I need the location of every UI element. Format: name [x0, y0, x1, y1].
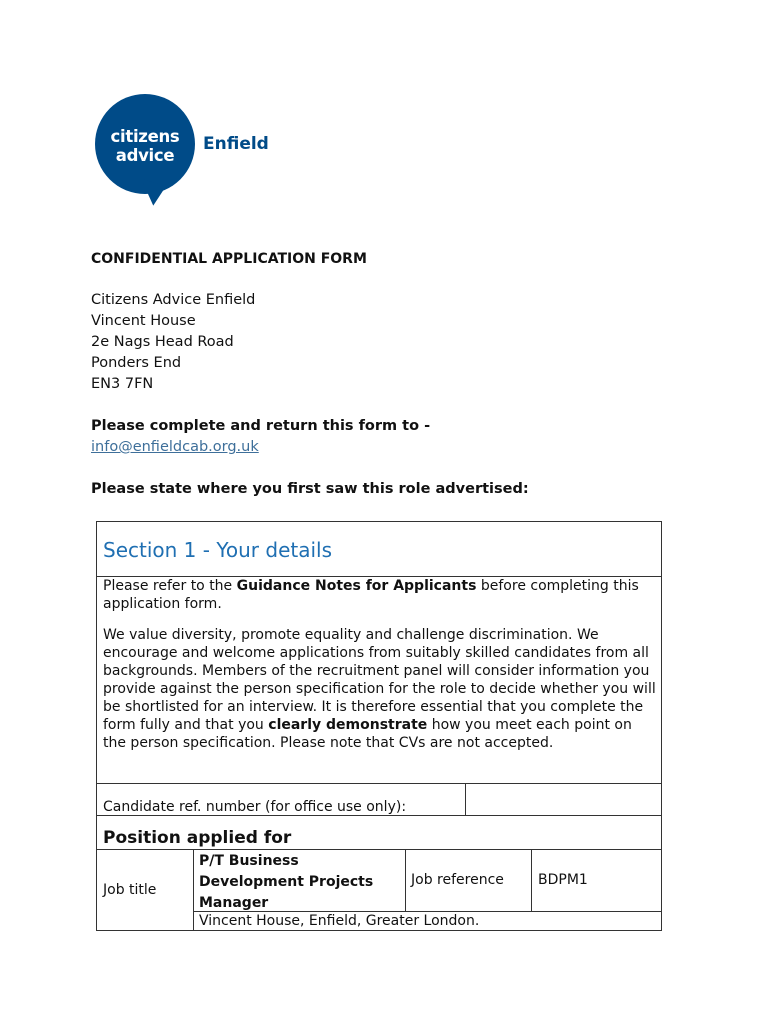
position-heading: Position applied for	[103, 828, 292, 848]
divider	[193, 849, 194, 930]
section-title: Section 1 - Your details	[103, 538, 333, 562]
candidate-ref-label: Candidate ref. number (for office use only):	[103, 799, 407, 815]
address-line: Ponders End	[91, 355, 182, 371]
clearly-demonstrate-bold: clearly demonstrate	[268, 717, 428, 733]
form-title: CONFIDENTIAL APPLICATION FORM	[91, 251, 367, 267]
logo-line-2: advice	[115, 146, 175, 165]
guidance-text-end: before completing this application form.	[103, 578, 639, 612]
guidance-paragraph	[103, 577, 658, 613]
divider	[97, 849, 661, 850]
advert-question: Please state where you first saw this role advertised:	[91, 481, 529, 497]
guidance-notes-bold: Guidance Notes for Applicants	[236, 578, 477, 594]
job-location: Vincent House, Enfield, Greater London.	[199, 913, 480, 929]
citizens-advice-logo	[95, 94, 275, 206]
divider	[97, 815, 661, 816]
address-line: Citizens Advice Enfield	[91, 292, 256, 308]
logo-suffix: Enfield	[203, 134, 269, 154]
diversity-paragraph	[103, 626, 658, 752]
divider	[405, 849, 406, 911]
email-link[interactable]: info@enfieldcab.org.uk	[91, 439, 259, 455]
divider	[97, 783, 661, 784]
address-line: 2e Nags Head Road	[91, 334, 234, 350]
job-reference-label: Job reference	[411, 872, 504, 888]
address-block	[91, 290, 255, 395]
return-instruction: Please complete and return this form to -	[91, 418, 431, 434]
divider	[465, 783, 466, 815]
guidance-text: Please refer to the	[103, 578, 237, 594]
job-title-label: Job title	[103, 882, 157, 898]
diversity-text: We value diversity, promote equality and challenge discrimination. We encourage and welcome applications from suitably skilled candidates from all backgrounds. Members of the recruitment panel will consider information you provide against the person specification for the role to decide whether you will be shortlisted for an interview. It is therefore essential that you complete the form fully and that you	[103, 627, 656, 733]
diversity-text-end: how you meet each point on the person specification. Please note that CVs are not accepted.	[103, 717, 632, 751]
job-title-value: P/T Business Development Projects Manager	[199, 853, 374, 911]
logo-line-1: citizens	[110, 127, 180, 146]
address-line: Vincent House	[91, 313, 196, 329]
job-reference-value: BDPM1	[538, 872, 588, 888]
logo-wordmark	[95, 127, 195, 165]
address-line: EN3 7FN	[91, 376, 154, 392]
divider	[531, 849, 532, 911]
application-form-table	[96, 521, 662, 931]
